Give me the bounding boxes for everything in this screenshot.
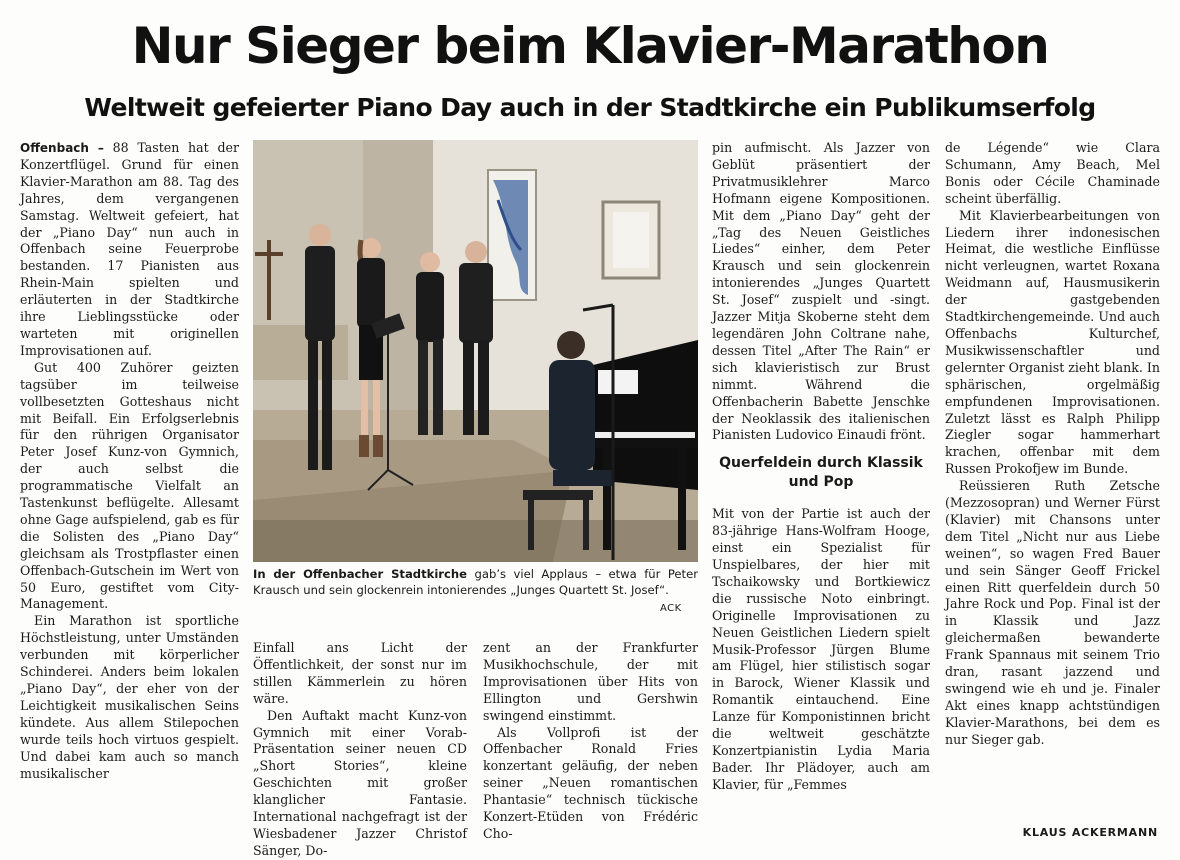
dateline: Offenbach – (20, 141, 104, 155)
paragraph-2: Mit von der Partie ist auch der 83-jährige Hans-Wolfram Hooge, einst ein Spezialist für Unspielbares, der hier mit Tschaikowsky und Bortkiewicz die russische Noto einbringt. Originelle Improvisationen zu Neuen Geistlichen Liedern spielt Musik-Professor Jürgen Blume am Flügel, hier stilistisch sogar in Barock, Wiener Klassik und Romantik eintauchend. Eine Lanze für Komponistinnen bricht die weltweit geschätzte Konzertpianistin Lydia Maria Bader. Ihr Plädoyer, auch am Klavier, für „Femmes (712, 506, 930, 792)
article-column-3 (483, 640, 698, 848)
photo-credit: ACK (660, 603, 682, 614)
stadtkirche-concert-illustration (253, 140, 698, 562)
article-column-4 (712, 140, 930, 848)
byline: KLAUS ACKERMANN (1022, 826, 1158, 839)
paragraph-1: zent an der Frankfurter Musikhochschule, der mit Improvisationen über Hits von Ellington und Gershwin swingend einstimmt. (483, 640, 698, 723)
paragraph-1: de Légende“ wie Clara Schumann, Amy Beach, Mel Bonis oder Cécile Chaminade scheint überfällig. (945, 140, 1160, 206)
paragraph-1: pin aufmischt. Als Jazzer von Geblüt präsentiert der Privatmusiklehrer Marco Hofmann eigene Kompositionen. Mit dem „Piano Day“ geht der „Tag des Neuen Geistliches Liedes“ einher, dem Peter Krausch und sein glockenrein intonierendes „Junges Quartett St. Josef“ zuspielt und -singt. Jazzer Mitja Skoberne steht dem legendären John Coltrane nahe, dessen Titel „After The Rain“ er sich klavieristisch zur Brust nimmt. Während die Offenbacherin Babette Jenschke der Neoklassik des italienischen Pianisten Ludovico Einaudi frönt. (712, 140, 930, 443)
section-subheading: Querfeldein durch Klassik und Pop (719, 455, 923, 491)
caption-text: gab’s viel Applaus – etwa für Peter Krausch und sein glockenrein intonierendes „Junges Quartett St. Josef“. (253, 567, 699, 597)
paragraph-1: Offenbach – 88 Tasten hat der Konzertflügel. Grund für einen Klavier-Marathon am 88. Tag des Jahres, dem vergangenen Samstag. Weltweit gefeiert, hat der „Piano Day“ nun auch in Offenbach seine Feuerprobe bestanden. 17 Pianisten aus Rhein-Main spielten und erläuterten in der Stadtkirche ihre Lieblingsstücke oder warteten mit originellen Improvisationen auf. (20, 140, 239, 358)
caption-lead: In der Offenbacher Stadtkirche (253, 567, 468, 581)
article-column-2 (253, 640, 467, 858)
paragraph-3: Ein Marathon ist sportliche Höchstleistung, unter Umständen verbunden mit körperlicher Schinderei. Anders beim lokalen „Piano Day“, der eher von der Leichtigkeit musikalischen Seins kündete. Aus allem Stilepochen wurde teils hoch virtuos gespielt. Und dabei kam auch so manch musikalischer (20, 613, 239, 781)
paragraph-1: Einfall ans Licht der Öffentlichkeit, der sonst nur im stillen Kämmerlein zu hören wäre. (253, 640, 467, 706)
paragraph-2: Gut 400 Zuhörer geizten tagsüber im teilweise vollbesetzten Gotteshaus nicht mit Beifall. Ein Erfolgserlebnis für den rührigen Organisator Peter Josef Kunz-von Gymnich, der auch selbst die programmatische Vielfalt an Tastenkunst beflügelte. Allesamt ohne Gage aufspielend, gab es für die Solisten des „Piano Day“ gleichsam als Trostpflaster einen Offenbach-Gutschein im Wert von 50 Euro, gestiftet vom City-Management. (20, 359, 239, 612)
concert-photo (253, 140, 698, 562)
article-column-1 (20, 140, 239, 848)
paragraph-3: Reüssieren Ruth Zetsche (Mezzosopran) und Werner Fürst (Klavier) mit Chansons unter dem Titel „Nicht nur aus Liebe weinen“, so wagen Fred Bauer und sein Sänger Geoff Frickel einen Ritt querfeldein durch 50 Jahre Rock und Pop. Final ist der in Klassik und Jazz gleichermaßen bewanderte Frank Spannaus mit seinem Trio dran, rasant jazzend und swingend wie eh und je. Finaler Akt eines knapp achtstündigen Klavier-Marathons, bei dem es nur Sieger gab. (945, 478, 1160, 747)
paragraph-2: Den Auftakt macht Kunz-von Gymnich mit einer Vorab-Präsentation seiner neuen CD „Short Stories“, kleine Geschichten mit großer klanglicher Fantasie. International nachgefragt ist der Wiesbadener Jazzer Christof Sänger, Do- (253, 707, 467, 858)
headline: Nur Sieger beim Klavier-Marathon (131, 17, 1049, 75)
photo-caption (253, 566, 698, 598)
article-column-5 (945, 140, 1160, 824)
paragraph-2: Als Vollprofi ist der Offenbacher Ronald Fries konzertant geläufig, der neben seiner „Neuen romantischen Phantasie“ technisch tückische Konzert-Etüden von Frédéric Cho- (483, 724, 698, 841)
subheadline: Weltweit gefeierter Piano Day auch in der Stadtkirche ein Publikumserfolg (84, 93, 1096, 122)
paragraph-2: Mit Klavierbearbeitungen von Liedern ihrer indonesischen Heimat, die westliche Einflüsse nicht verleugnen, wartet Roxana Weidmann auf, Hausmusikerin der gastgebenden Stadtkirchengemeinde. Und auch Offenbachs Kulturchef, Musikwissenschaftler und gelernter Organist zieht blank. In sphärischen, orgelmäßig empfundenen Improvisationen. Zuletzt lässt es Ralph Philipp Ziegler sogar hammerhart krachen, offenbar mit dem Russen Prokofjew im Bunde. (945, 207, 1160, 477)
